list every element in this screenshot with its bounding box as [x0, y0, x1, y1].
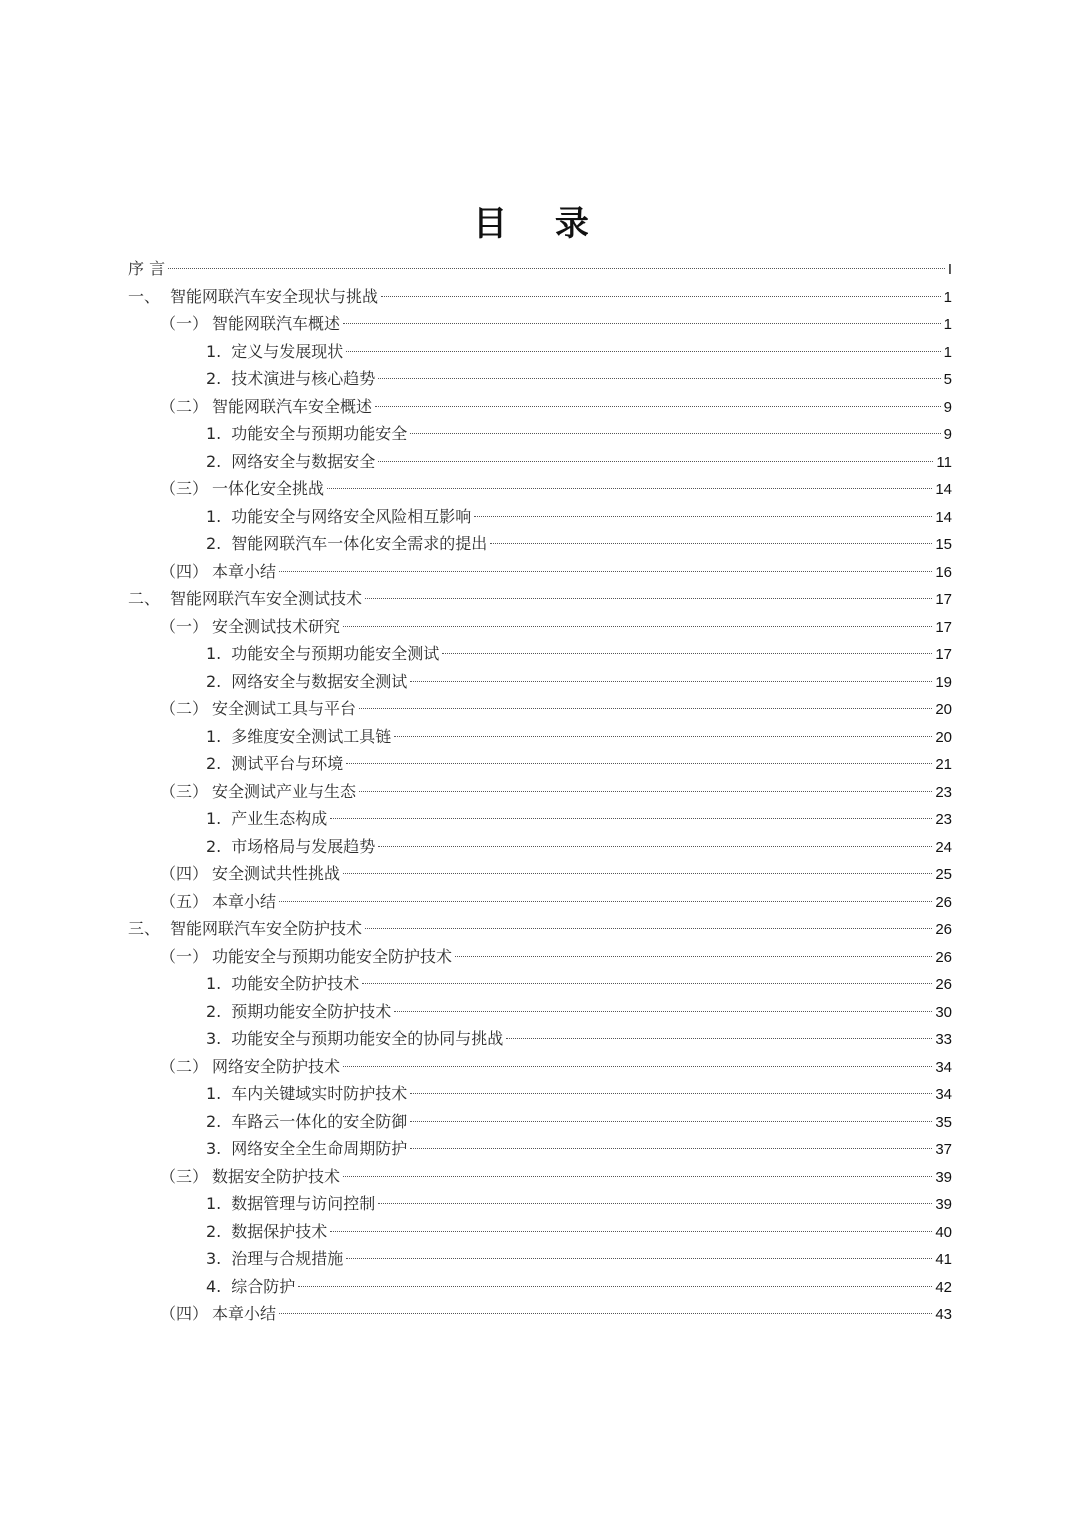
toc-page-number: 34 — [935, 1058, 952, 1076]
toc-dot-leader — [343, 626, 932, 627]
toc-entry[interactable] — [128, 338, 952, 366]
toc-dot-leader — [410, 1148, 932, 1149]
toc-entry-number: （四） — [160, 561, 209, 581]
toc-dot-leader — [394, 736, 932, 737]
toc-entry-title: 智能网联汽车安全概述 — [212, 396, 373, 416]
toc-entry-number: 1. — [206, 1194, 222, 1213]
toc-dot-leader — [343, 1066, 932, 1067]
toc-entry-title: 市场格局与发展趋势 — [231, 836, 376, 856]
toc-entry-title: 功能安全防护技术 — [231, 974, 360, 993]
toc-page-number: 39 — [935, 1168, 952, 1186]
toc-entry-number: 2. — [206, 451, 222, 471]
toc-entry[interactable] — [128, 943, 952, 971]
toc-page-number: 11 — [936, 453, 952, 471]
toc-page-number: 34 — [935, 1086, 952, 1103]
toc-dot-leader — [346, 763, 932, 764]
toc-entry-number: （二） — [160, 699, 209, 718]
toc-entry[interactable] — [128, 1053, 952, 1081]
toc-entry-title: 安全测试产业与生态 — [212, 781, 357, 801]
toc-entry[interactable] — [128, 1025, 952, 1053]
toc-entry-title: 本章小结 — [212, 891, 277, 911]
toc-entry-number: 1. — [206, 424, 222, 443]
toc-entry-title: 数据管理与访问控制 — [231, 1194, 376, 1213]
toc-entry[interactable] — [128, 585, 952, 613]
toc-entry-number: （二） — [160, 396, 209, 416]
toc-entry-title: 智能网联汽车安全现状与挑战 — [170, 286, 379, 306]
toc-entry-title: 网络安全全生命周期防护 — [231, 1139, 408, 1158]
toc-dot-leader — [279, 571, 932, 572]
toc-page-number: 15 — [935, 536, 952, 553]
toc-entry-title: 数据保护技术 — [231, 1221, 328, 1241]
toc-entry[interactable] — [128, 503, 952, 531]
toc-entry-number: （二） — [160, 1056, 209, 1076]
toc-entry-title: 功能安全与预期功能安全防护技术 — [212, 946, 453, 966]
table-of-contents — [128, 255, 952, 1328]
toc-dot-leader — [279, 901, 932, 902]
toc-dot-leader — [410, 1121, 932, 1122]
toc-entry-title: 治理与合规措施 — [231, 1249, 344, 1268]
toc-page-number: 23 — [935, 783, 952, 801]
toc-page-number: I — [947, 261, 952, 278]
toc-dot-leader — [359, 791, 932, 792]
toc-entry-title: 车内关键域实时防护技术 — [231, 1084, 408, 1103]
toc-page-number: 9 — [943, 398, 952, 416]
toc-entry[interactable] — [128, 1080, 952, 1108]
toc-page-number: 14 — [935, 508, 952, 526]
toc-entry-number: （三） — [160, 1166, 209, 1186]
page-title: 目 录 — [473, 204, 607, 244]
toc-entry-title: 网络安全与数据安全 — [231, 451, 376, 471]
toc-entry-title: 智能网联汽车安全测试技术 — [170, 589, 363, 608]
toc-entry-title: 功能安全与网络安全风险相互影响 — [231, 506, 472, 526]
toc-entry-title: 智能网联汽车安全防护技术 — [170, 919, 363, 938]
toc-entry-number: （三） — [160, 479, 209, 498]
toc-dot-leader — [168, 268, 945, 269]
toc-dot-leader — [378, 1203, 932, 1204]
toc-entry-number: 2. — [206, 671, 222, 691]
toc-page-number: 41 — [935, 1251, 952, 1268]
toc-entry-title: 技术演进与核心趋势 — [231, 369, 376, 388]
toc-entry-title: 序 言 — [128, 259, 166, 278]
toc-entry-number: 3. — [206, 1249, 222, 1268]
toc-entry[interactable] — [128, 393, 952, 421]
toc-entry-title: 本章小结 — [212, 1304, 277, 1323]
toc-page-number: 1 — [943, 343, 952, 361]
toc-page-number: 16 — [935, 563, 952, 581]
toc-entry-title: 产业生态构成 — [231, 809, 328, 828]
toc-dot-leader — [298, 1286, 932, 1287]
toc-entry[interactable] — [128, 695, 952, 723]
toc-entry-number: 2. — [206, 534, 222, 553]
toc-entry[interactable] — [128, 1108, 952, 1136]
toc-entry[interactable] — [128, 778, 952, 806]
toc-dot-leader — [455, 956, 932, 957]
toc-entry[interactable] — [128, 420, 952, 448]
toc-dot-leader — [410, 1093, 932, 1094]
toc-dot-leader — [346, 351, 940, 352]
toc-entry[interactable] — [128, 310, 952, 338]
toc-entry[interactable] — [128, 915, 952, 943]
toc-entry-number: （一） — [160, 314, 209, 333]
toc-entry[interactable] — [128, 805, 952, 833]
toc-entry-title: 功能安全与预期功能安全测试 — [231, 644, 440, 663]
toc-page-number: 37 — [935, 1141, 952, 1158]
toc-entry[interactable] — [128, 750, 952, 778]
toc-dot-leader — [378, 378, 940, 379]
toc-dot-leader — [343, 873, 932, 874]
toc-page-number: 20 — [935, 728, 952, 746]
toc-dot-leader — [330, 818, 932, 819]
toc-entry-title: 智能网联汽车概述 — [212, 314, 341, 333]
toc-entry[interactable] — [128, 530, 952, 558]
toc-dot-leader — [442, 653, 932, 654]
toc-dot-leader — [410, 681, 932, 682]
toc-page-number: 1 — [943, 288, 952, 306]
toc-page-number: 24 — [935, 838, 952, 856]
toc-entry-title: 综合防护 — [231, 1276, 296, 1296]
toc-page-number: 42 — [935, 1278, 952, 1296]
toc-page-number: 26 — [935, 948, 952, 966]
toc-page-number: 21 — [935, 756, 952, 773]
toc-page-number: 26 — [935, 893, 952, 911]
toc-page-number: 25 — [935, 866, 952, 883]
toc-entry[interactable] — [128, 558, 952, 586]
toc-dot-leader — [362, 983, 932, 984]
toc-entry-number: 3. — [206, 1029, 222, 1048]
toc-entry-title: 预期功能安全防护技术 — [231, 1001, 392, 1021]
toc-entry-number: 3. — [206, 1139, 222, 1158]
toc-entry[interactable] — [128, 1163, 952, 1191]
toc-entry-number: 1. — [206, 809, 222, 828]
toc-entry-number: 1. — [206, 1084, 222, 1103]
toc-entry[interactable] — [128, 833, 952, 861]
toc-dot-leader — [378, 846, 932, 847]
toc-entry[interactable] — [128, 283, 952, 311]
toc-dot-leader — [327, 488, 932, 489]
toc-dot-leader — [330, 1231, 932, 1232]
toc-dot-leader — [365, 928, 932, 929]
toc-dot-leader — [378, 461, 933, 462]
toc-dot-leader — [365, 598, 932, 599]
toc-entry[interactable] — [128, 1273, 952, 1301]
toc-entry-number: 2. — [206, 836, 222, 856]
toc-entry-number: 2. — [206, 369, 222, 388]
toc-entry-number: 1. — [206, 341, 222, 361]
toc-dot-leader — [375, 406, 941, 407]
toc-entry-title: 安全测试技术研究 — [212, 616, 341, 636]
toc-entry-title: 安全测试共性挑战 — [212, 864, 341, 883]
toc-dot-leader — [394, 1011, 932, 1012]
toc-entry-title: 定义与发展现状 — [231, 341, 344, 361]
toc-entry-number: （五） — [160, 891, 209, 911]
toc-entry-title: 网络安全防护技术 — [212, 1056, 341, 1076]
toc-entry[interactable] — [128, 970, 952, 998]
toc-entry-number: 2. — [206, 754, 222, 773]
toc-entry[interactable] — [128, 668, 952, 696]
toc-page-number: 26 — [935, 976, 952, 993]
toc-entry-title: 功能安全与预期功能安全 — [231, 424, 408, 443]
toc-dot-leader — [410, 433, 940, 434]
toc-entry-number: 1. — [206, 506, 222, 526]
toc-entry-title: 本章小结 — [212, 561, 277, 581]
toc-page-number: 26 — [935, 921, 952, 938]
toc-page-number: 30 — [935, 1003, 952, 1021]
toc-entry[interactable] — [128, 1245, 952, 1273]
toc-dot-leader — [343, 1176, 932, 1177]
toc-page-number: 40 — [935, 1223, 952, 1241]
toc-entry[interactable] — [128, 1218, 952, 1246]
toc-entry-number: 2. — [206, 1001, 222, 1021]
toc-entry-number: 2. — [206, 1221, 222, 1241]
toc-entry[interactable] — [128, 1135, 952, 1163]
toc-dot-leader — [474, 516, 932, 517]
toc-entry-number: 三、 — [128, 919, 161, 938]
toc-page-number: 39 — [935, 1196, 952, 1213]
toc-page-number: 17 — [935, 618, 952, 636]
toc-page-number: 35 — [935, 1113, 952, 1131]
toc-entry-title: 数据安全防护技术 — [212, 1166, 341, 1186]
toc-entry[interactable] — [128, 448, 952, 476]
toc-entry[interactable] — [128, 640, 952, 668]
toc-page-number: 33 — [935, 1031, 952, 1048]
toc-page-number: 43 — [935, 1306, 952, 1323]
toc-entry[interactable] — [128, 365, 952, 393]
toc-entry-number: 1. — [206, 644, 222, 663]
toc-page-number: 9 — [943, 426, 952, 443]
toc-page-number: 17 — [935, 646, 952, 663]
toc-entry-number: 4. — [206, 1276, 222, 1296]
toc-entry[interactable] — [128, 1190, 952, 1218]
toc-entry-number: （四） — [160, 1304, 209, 1323]
toc-dot-leader — [490, 543, 932, 544]
toc-dot-leader — [381, 296, 941, 297]
toc-entry-title: 智能网联汽车一体化安全需求的提出 — [231, 534, 488, 553]
toc-entry[interactable] — [128, 1300, 952, 1328]
toc-entry-title: 测试平台与环境 — [231, 754, 344, 773]
toc-entry-number: （一） — [160, 946, 209, 966]
toc-entry[interactable] — [128, 613, 952, 641]
toc-dot-leader — [279, 1313, 932, 1314]
toc-entry-number: 2. — [206, 1111, 222, 1131]
toc-entry-title: 一体化安全挑战 — [212, 479, 325, 498]
toc-dot-leader — [506, 1038, 932, 1039]
toc-page-number: 14 — [935, 481, 952, 498]
toc-page-number: 20 — [935, 701, 952, 718]
toc-entry-title: 安全测试工具与平台 — [212, 699, 357, 718]
toc-entry-title: 网络安全与数据安全测试 — [231, 671, 408, 691]
toc-entry[interactable] — [128, 860, 952, 888]
toc-entry-number: 一、 — [128, 286, 161, 306]
toc-page-number: 17 — [935, 591, 952, 608]
toc-entry-number: （三） — [160, 781, 209, 801]
toc-entry[interactable] — [128, 998, 952, 1026]
toc-entry-number: 二、 — [128, 589, 161, 608]
toc-entry-number: 1. — [206, 726, 222, 746]
toc-dot-leader — [343, 323, 941, 324]
toc-dot-leader — [359, 708, 932, 709]
toc-entry-number: （四） — [160, 864, 209, 883]
toc-page-number: 5 — [943, 371, 952, 388]
toc-entry[interactable] — [128, 255, 952, 283]
toc-page-number: 19 — [935, 673, 952, 691]
toc-page-number: 1 — [943, 316, 952, 333]
toc-entry[interactable] — [128, 723, 952, 751]
toc-entry-title: 多维度安全测试工具链 — [231, 726, 392, 746]
toc-entry[interactable] — [128, 475, 952, 503]
toc-entry[interactable] — [128, 888, 952, 916]
toc-dot-leader — [346, 1258, 932, 1259]
toc-entry-number: （一） — [160, 616, 209, 636]
toc-entry-title: 车路云一体化的安全防御 — [231, 1111, 408, 1131]
toc-entry-title: 功能安全与预期功能安全的协同与挑战 — [231, 1029, 504, 1048]
toc-page-number: 23 — [935, 811, 952, 828]
toc-entry-number: 1. — [206, 974, 222, 993]
